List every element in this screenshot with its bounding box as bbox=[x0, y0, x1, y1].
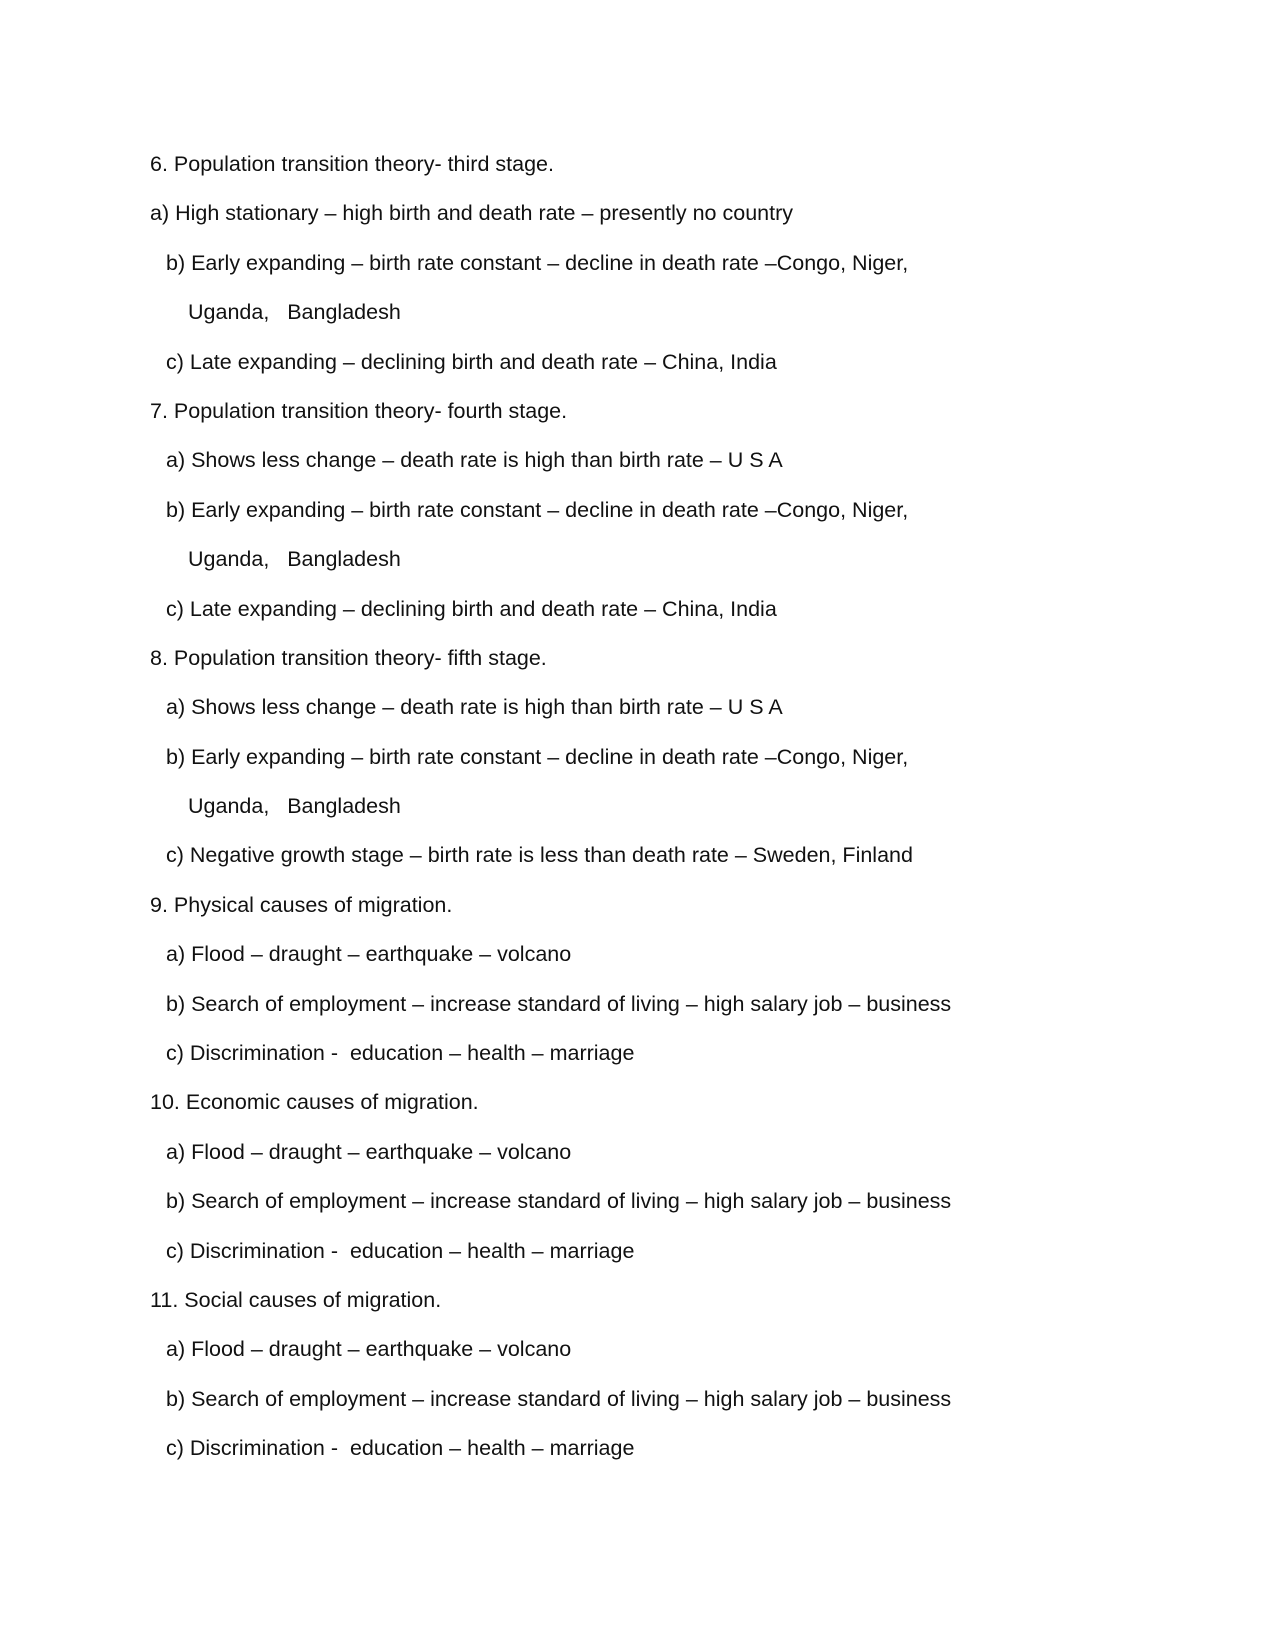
question-10-option-a: a) Flood – draught – earthquake – volcano bbox=[166, 1139, 572, 1164]
question-7-option-c: c) Late expanding – declining birth and death rate – China, India bbox=[166, 596, 777, 621]
document-body bbox=[150, 147, 1150, 1481]
question-9-heading: 9. Physical causes of migration. bbox=[150, 892, 453, 917]
question-11-option-c: c) Discrimination - education – health – marriage bbox=[166, 1436, 635, 1461]
question-7-option-a: a) Shows less change – death rate is high than birth rate – U S A bbox=[166, 448, 783, 473]
question-8-option-b-continued: Uganda, Bangladesh bbox=[188, 794, 401, 819]
question-7-option-b: b) Early expanding – birth rate constant – decline in death rate –Congo, Niger, bbox=[166, 497, 909, 522]
question-8-option-c: c) Negative growth stage – birth rate is less than death rate – Sweden, Finland bbox=[166, 843, 913, 868]
question-11-option-a: a) Flood – draught – earthquake – volcano bbox=[166, 1337, 572, 1362]
question-6-option-b-continued: Uganda, Bangladesh bbox=[188, 300, 401, 325]
question-8-option-a: a) Shows less change – death rate is high than birth rate – U S A bbox=[166, 695, 783, 720]
question-8-heading: 8. Population transition theory- fifth stage. bbox=[150, 645, 547, 670]
question-6-heading: 6. Population transition theory- third stage. bbox=[150, 152, 554, 176]
question-10-heading: 10. Economic causes of migration. bbox=[150, 1090, 479, 1115]
question-7-option-b-continued: Uganda, Bangladesh bbox=[188, 547, 401, 572]
question-9-option-c: c) Discrimination - education – health – marriage bbox=[166, 1041, 635, 1066]
question-6-option-c: c) Late expanding – declining birth and death rate – China, India bbox=[166, 349, 777, 374]
question-10-option-c: c) Discrimination - education – health – marriage bbox=[166, 1238, 635, 1263]
question-11-option-b: b) Search of employment – increase standard of living – high salary job – business bbox=[166, 1386, 952, 1411]
question-6-option-b: b) Early expanding – birth rate constant – decline in death rate –Congo, Niger, bbox=[166, 250, 909, 275]
question-9-option-a: a) Flood – draught – earthquake – volcano bbox=[166, 942, 572, 967]
question-7-heading: 7. Population transition theory- fourth stage. bbox=[150, 398, 568, 423]
question-6-option-a: a) High stationary – high birth and death rate – presently no country bbox=[150, 201, 793, 226]
question-8-option-b: b) Early expanding – birth rate constant – decline in death rate –Congo, Niger, bbox=[166, 744, 909, 769]
question-10-option-b: b) Search of employment – increase standard of living – high salary job – business bbox=[166, 1189, 952, 1214]
question-11-heading: 11. Social causes of migration. bbox=[150, 1287, 442, 1312]
question-9-option-b: b) Search of employment – increase standard of living – high salary job – business bbox=[166, 991, 952, 1016]
